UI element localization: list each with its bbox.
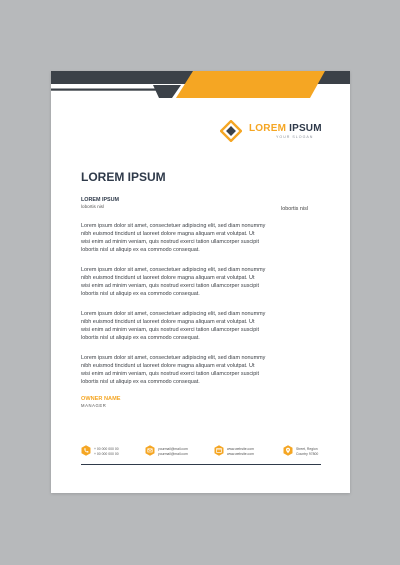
paragraph-3: Lorem ipsum dolor sit amet, consectetuer adipiscing elit, sed diam nonummy nibh euismod tincidunt ut laoreet dolore magna aliquam erat volutpat. Ut wisi enim ad minim veniam, quis nostrud exerci tation ullamcorper suscipit lobortis nisl ut aliquip ex ea commodo consequat.	[81, 311, 266, 341]
owner-name: OWNER NAME	[81, 396, 121, 402]
footer-divider	[81, 464, 321, 465]
email-line-2: yourmail@mail.com	[158, 452, 188, 456]
phone-icon	[81, 445, 91, 456]
website-line-2: www.website.com	[227, 452, 254, 456]
header-band	[51, 71, 350, 101]
paragraph-2: Lorem ipsum dolor sit amet, consectetuer adipiscing elit, sed diam nonummy nibh euismod tincidunt ut laoreet dolore magna aliquam erat volutpat. Ut wisi enim ad minim veniam, quis nostrud exerci tation ullamcorper suscipit lobortis nisl ut aliquip ex ea commodo consequat.	[81, 267, 266, 297]
website-icon	[214, 445, 224, 456]
phone-line-2: + 00 000 000 00	[94, 452, 119, 456]
brand-logo	[220, 120, 340, 144]
recipient-name: LOREM IPSUM	[81, 197, 120, 203]
location-icon	[283, 445, 293, 456]
header-dark-wedge	[153, 85, 181, 98]
email-icon	[145, 445, 155, 456]
date-text: lobortis nisl	[281, 206, 308, 212]
paragraph-1: Lorem ipsum dolor sit amet, consectetuer adipiscing elit, sed diam nonummy nibh euismod tincidunt ut laoreet dolore magna aliquam erat volutpat. Ut wisi enim ad minim veniam, quis nostrud exerci tation ullamcorper suscipit lobortis nisl ut aliquip ex ea commodo consequat.	[81, 223, 266, 253]
header-thin-stripe	[51, 89, 159, 91]
paragraph-4: Lorem ipsum dolor sit amet, consectetuer adipiscing elit, sed diam nonummy nibh euismod tincidunt ut laoreet dolore magna aliquam erat volutpat. Ut wisi enim ad minim veniam, quis nostrud exerci tation ullamcorper suscipit lobortis nisl ut aliquip ex ea commodo consequat.	[81, 355, 266, 385]
location-line-2: Country 97800	[296, 452, 319, 456]
location-line-1: Street, Region	[296, 447, 318, 451]
brand-name: LOREM IPSUM	[249, 123, 322, 134]
brand-slogan: YOUR SLOGAN	[276, 135, 314, 139]
document-title: LOREM IPSUM	[81, 170, 166, 184]
website-line-1: www.website.com	[227, 447, 254, 451]
phone-line-1: + 00 000 000 00	[94, 447, 119, 451]
owner-role: MANAGER	[81, 403, 107, 408]
header-accent-shape	[176, 71, 325, 98]
email-line-1: yourmail@mail.com	[158, 447, 188, 451]
diamond-logo-icon	[220, 120, 242, 142]
recipient-subtitle: lobortis nisl	[81, 204, 104, 209]
letterhead-page	[51, 71, 350, 493]
letter-body	[81, 222, 321, 398]
